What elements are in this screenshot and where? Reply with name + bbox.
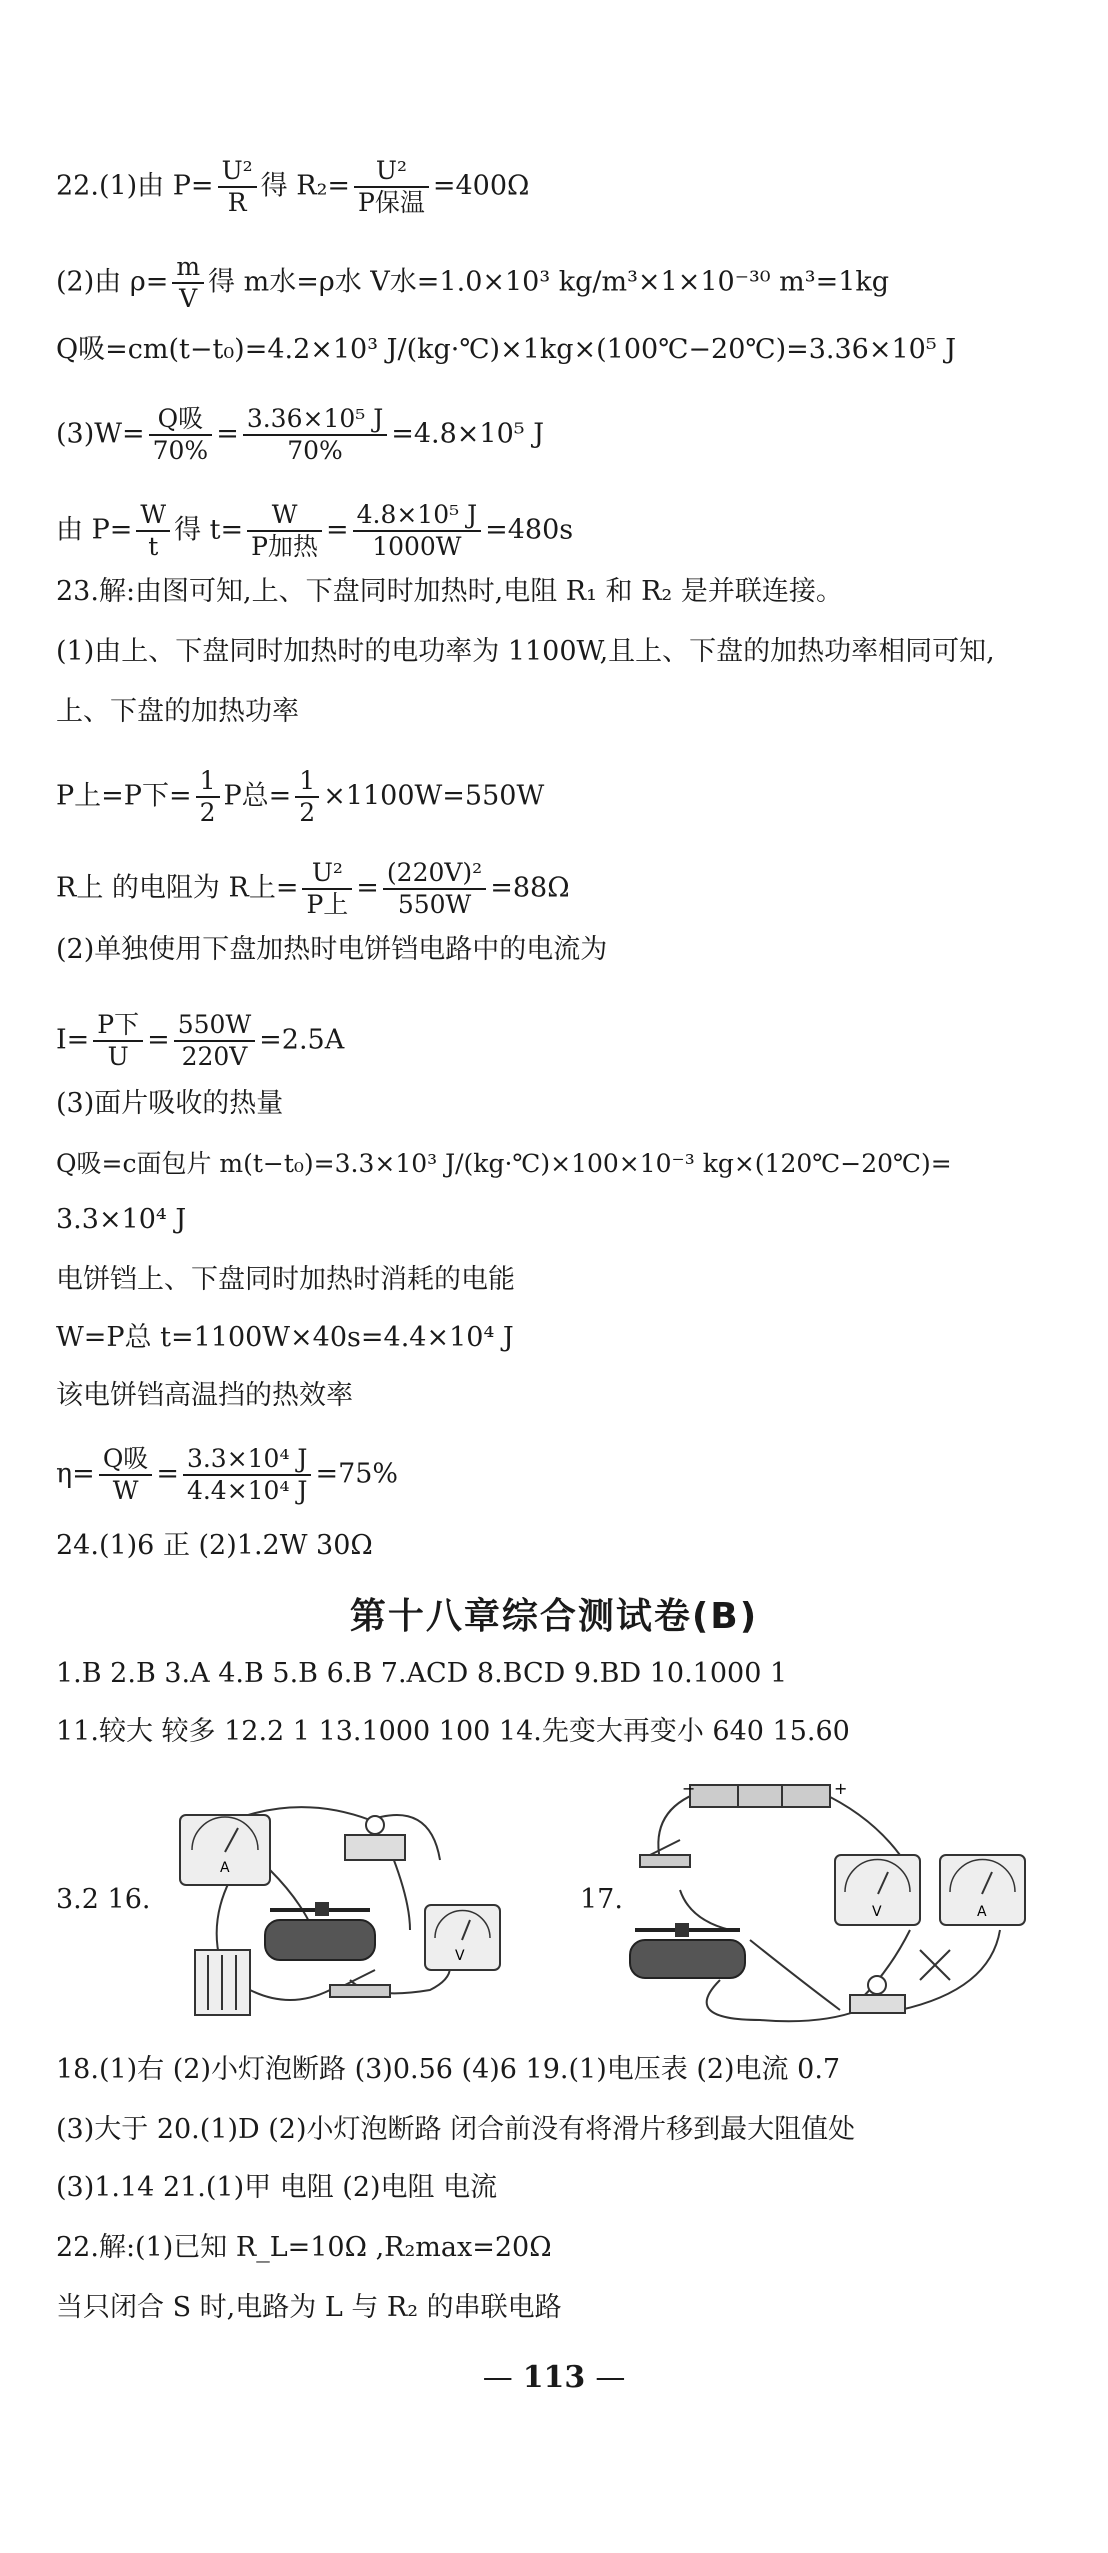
numerator: 3.3×10⁴ J xyxy=(183,1444,312,1476)
denominator: 70% xyxy=(287,436,343,465)
answers-20: (3)大于 20.(1)D (2)小灯泡断路 闭合前没有将滑片移到最大阻值处 xyxy=(56,2114,856,2145)
denominator: 2 xyxy=(199,798,216,827)
denominator: 2 xyxy=(299,798,316,827)
answers-21: (3)1.14 21.(1)甲 电阻 (2)电阻 电流 xyxy=(56,2172,498,2203)
fraction xyxy=(149,404,213,466)
numerator: 1 xyxy=(196,766,220,798)
fraction xyxy=(136,500,170,562)
numerator: m xyxy=(172,252,204,284)
line-23-eff: 该电饼铛高温挡的热效率 xyxy=(56,1380,353,1411)
numerator: W xyxy=(136,500,170,532)
fraction xyxy=(302,858,352,920)
answers-22-1: 22.解:(1)已知 R_L=10Ω ,R₂max=20Ω xyxy=(56,2232,552,2263)
fraction xyxy=(295,766,319,828)
line-23-e: 电饼铛上、下盘同时加热时消耗的电能 xyxy=(56,1264,515,1295)
fraction xyxy=(93,1010,143,1072)
text: I= xyxy=(56,1024,90,1056)
line-23-q: Q吸=c面包片 m(t−t₀)=3.3×10³ J/(kg·℃)×100×10⁻³ kg×(120℃−20℃)= xyxy=(56,1149,952,1178)
numerator: U² xyxy=(218,156,257,188)
denominator: P保温 xyxy=(358,188,425,217)
text: (3)W= xyxy=(56,418,145,450)
line-22-1 xyxy=(56,156,1068,218)
denominator: R xyxy=(227,188,247,217)
text: =2.5A xyxy=(259,1024,345,1056)
text: =480s xyxy=(485,514,574,546)
denominator: 4.4×10⁴ J xyxy=(186,1476,308,1505)
circuit-17-diagram xyxy=(620,1780,1040,2030)
text: P总= xyxy=(223,780,292,812)
text: R上 的电阻为 R上= xyxy=(56,872,299,904)
denominator: W xyxy=(112,1476,139,1505)
fraction xyxy=(247,500,322,562)
svg-text:V: V xyxy=(872,1904,882,1920)
line-23-p xyxy=(56,766,1068,828)
numerator: 1 xyxy=(295,766,319,798)
fraction xyxy=(183,1444,312,1506)
text: η= xyxy=(56,1458,95,1490)
fraction xyxy=(243,404,387,466)
line-23-w: W=P总 t=1100W×40s=4.4×10⁴ J xyxy=(56,1322,514,1353)
numerator: P下 xyxy=(93,1010,143,1042)
svg-text:V: V xyxy=(455,1948,465,1964)
svg-text:A: A xyxy=(977,1904,987,1920)
text: =4.8×10⁵ J xyxy=(391,418,545,450)
denominator: 550W xyxy=(397,890,472,919)
answers-1-10: 1.B 2.B 3.A 4.B 5.B 6.B 7.ACD 8.BCD 9.BD 10.1000 1 xyxy=(56,1658,788,1689)
fraction xyxy=(196,766,220,828)
line-23-2: (2)单独使用下盘加热时电饼铛电路中的电流为 xyxy=(56,934,608,965)
denominator: 220V xyxy=(181,1042,248,1071)
answer-15-16-label: 3.2 16. xyxy=(56,1884,151,1915)
line-23-q2: 3.3×10⁴ J xyxy=(56,1204,187,1235)
line-24: 24.(1)6 正 (2)1.2W 30Ω xyxy=(56,1530,373,1561)
numerator: (220V)² xyxy=(383,858,486,890)
answer-17-label: 17. xyxy=(580,1884,623,1915)
svg-text:−: − xyxy=(682,1780,696,1798)
denominator: U xyxy=(107,1042,129,1071)
numerator: Q吸 xyxy=(99,1444,153,1476)
text: 22.(1)由 P= xyxy=(56,170,214,202)
denominator: P加热 xyxy=(251,532,318,561)
fraction xyxy=(354,156,429,218)
line-23-1: (1)由上、下盘同时加热时的电功率为 1100W,且上、下盘的加热功率相同可知, xyxy=(56,636,995,667)
denominator: t xyxy=(148,532,159,561)
text: P上=P下= xyxy=(56,780,192,812)
text: =88Ω xyxy=(490,872,570,904)
numerator: 3.36×10⁵ J xyxy=(243,404,387,436)
text: =75% xyxy=(315,1458,399,1490)
line-22-2 xyxy=(56,252,1068,314)
fraction xyxy=(174,1010,255,1072)
text: (2)由 ρ= xyxy=(56,266,169,298)
denominator: V xyxy=(179,284,198,313)
text: =400Ω xyxy=(432,170,530,202)
line-22-t: 由 P= $\frac{W}{t}$ 得 t= $\frac{W}{\text{P加热}}$ = $\frac{\text{4.8×10⁵ J}}{1000W}$ =480s xyxy=(56,500,574,561)
fraction xyxy=(353,500,482,562)
numerator: 4.8×10⁵ J xyxy=(353,500,482,532)
line-23: 23.解:由图可知,上、下盘同时加热时,电阻 R₁ 和 R₂ 是并联连接。 xyxy=(56,576,843,607)
page-number-value: 113 xyxy=(522,2360,586,2395)
line-23-1b: 上、下盘的加热功率 xyxy=(56,696,299,727)
svg-text:+: + xyxy=(834,1780,848,1798)
denominator: 70% xyxy=(152,436,209,465)
line-23-eta: η= $\frac{\text{Q吸}}{W}$ = $\frac{\text{3.3×10⁴ J}}{\text{4.4×10⁴ J}}$ =75% xyxy=(56,1444,399,1505)
page-number: — 113 — xyxy=(482,2360,626,2395)
denominator: P上 xyxy=(306,890,349,919)
numerator: 550W xyxy=(174,1010,255,1042)
answers-11-15: 11.较大 较多 12.2 1 13.1000 100 14.先变大再变小 640 15.60 xyxy=(56,1716,850,1747)
numerator: U² xyxy=(354,156,429,188)
section-title: 第十八章综合测试卷(B) xyxy=(349,1596,759,1637)
numerator: Q吸 xyxy=(149,404,213,436)
fraction xyxy=(383,858,486,920)
text: ×1100W=550W xyxy=(323,780,545,812)
text: 由 P= xyxy=(56,514,133,546)
text: 得 m水=ρ水 V水=1.0×10³ kg/m³×1×10⁻³⁰ m³=1kg xyxy=(208,266,890,298)
line-22-q: Q吸=cm(t−t₀)=4.2×10³ J/(kg·℃)×1kg×(100℃−20℃)=3.36×10⁵ J xyxy=(56,334,957,365)
line-23-r: R上 的电阻为 R上= $\frac{\text{U²}}{\text{P上}}$ = $\frac{\text{(220V)²}}{550W}$ =88Ω xyxy=(56,858,570,919)
svg-text:A: A xyxy=(220,1860,230,1876)
circuit-16-diagram xyxy=(170,1790,510,2020)
line-23-3: (3)面片吸收的热量 xyxy=(56,1088,284,1119)
text: 得 R₂= xyxy=(260,170,351,202)
fraction xyxy=(99,1444,153,1506)
numerator: U² xyxy=(302,858,352,890)
denominator: 1000W xyxy=(372,532,462,561)
text: 得 t= xyxy=(174,514,244,546)
line-22-3: (3)W= $\frac{\text{Q吸}}{70\%}$ = $\frac{\text{3.36×10⁵ J}}{70\%}$ =4.8×10⁵ J xyxy=(56,404,545,465)
answers-22-circuit: 当只闭合 S 时,电路为 L 与 R₂ 的串联电路 xyxy=(56,2292,562,2323)
line-23-i: I= $\frac{\text{P下}}{U}$ = $\frac{550W}{220V}$ =2.5A xyxy=(56,1010,345,1071)
fraction xyxy=(172,252,204,314)
answers-18-19: 18.(1)右 (2)小灯泡断路 (3)0.56 (4)6 19.(1)电压表 (2)电流 0.7 xyxy=(56,2054,841,2085)
numerator: W xyxy=(247,500,322,532)
fraction xyxy=(218,156,257,218)
